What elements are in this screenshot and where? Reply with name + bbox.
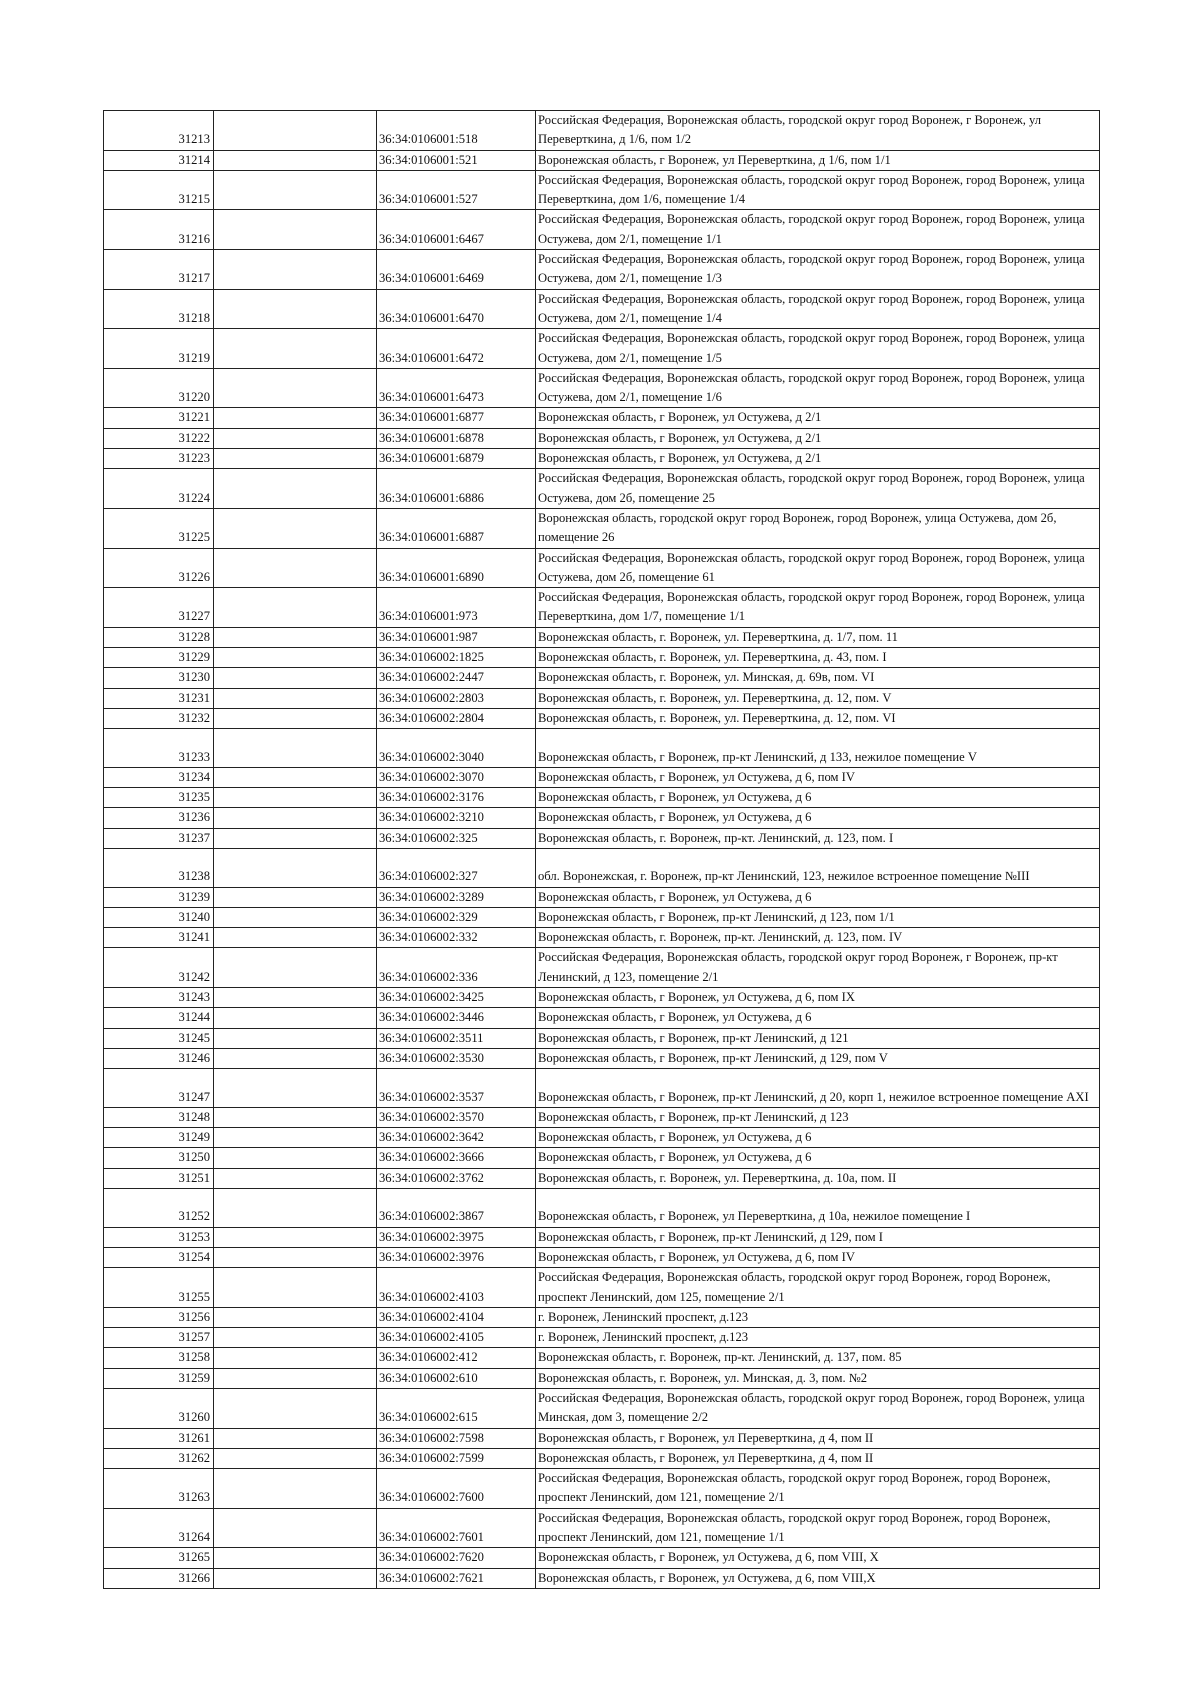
empty-cell [214, 1107, 377, 1127]
row-number-cell: 31229 [104, 648, 214, 668]
empty-cell [214, 1389, 377, 1429]
empty-cell [214, 150, 377, 170]
table-row [104, 848, 1100, 887]
address-cell: Воронежская область, г Воронеж, пр-кт Ленинский, д 123 [536, 1107, 1100, 1127]
table-row [104, 907, 1100, 927]
table-row [104, 449, 1100, 469]
table-row [104, 767, 1100, 787]
empty-cell [214, 170, 377, 210]
empty-cell [214, 988, 377, 1008]
empty-cell [214, 428, 377, 448]
cadastral-number-cell: 36:34:0106002:3976 [377, 1247, 536, 1267]
cadastral-number-cell: 36:34:0106002:4104 [377, 1307, 536, 1327]
table-row [104, 210, 1100, 250]
table-row [104, 1508, 1100, 1548]
table-row [104, 1008, 1100, 1028]
address-cell: Воронежская область, г Воронеж, ул Переверткина, д 1/6, пом 1/1 [536, 150, 1100, 170]
row-number-cell: 31240 [104, 907, 214, 927]
row-number-cell: 31223 [104, 449, 214, 469]
table-row [104, 1247, 1100, 1267]
empty-cell [214, 1268, 377, 1308]
cadastral-number-cell: 36:34:0106002:3210 [377, 808, 536, 828]
table-row [104, 808, 1100, 828]
empty-cell [214, 111, 377, 151]
table-row [104, 1328, 1100, 1348]
address-cell: Российская Федерация, Воронежская область, городской округ город Воронеж, город Воронеж, улица Остужева, дом 2б, помещение 61 [536, 548, 1100, 588]
address-cell: Российская Федерация, Воронежская область, городской округ город Воронеж, город Воронеж, улица Остужева, дом 2/1, помещение 1/5 [536, 329, 1100, 369]
cadastral-number-cell: 36:34:0106002:1825 [377, 648, 536, 668]
table-row [104, 627, 1100, 647]
address-cell: Российская Федерация, Воронежская область, городской округ город Воронеж, город Воронеж, улица Остужева, дом 2/1, помещение 1/1 [536, 210, 1100, 250]
row-number-cell: 31238 [104, 848, 214, 887]
address-cell: Воронежская область, г Воронеж, ул Переверткина, д 10а, нежилое помещение I [536, 1189, 1100, 1228]
row-number-cell: 31218 [104, 289, 214, 329]
row-number-cell: 31247 [104, 1069, 214, 1108]
row-number-cell: 31243 [104, 988, 214, 1008]
address-cell: Воронежская область, г Воронеж, ул Остужева, д 2/1 [536, 428, 1100, 448]
address-cell: Воронежская область, г Воронеж, пр-кт Ленинский, д 123, пом 1/1 [536, 907, 1100, 927]
table-row [104, 1148, 1100, 1168]
registry-table-body [104, 111, 1100, 1589]
address-cell: Российская Федерация, Воронежская область, городской округ город Воронеж, г Воронеж, пр-кт Ленинский, д 123, помещение 2/1 [536, 948, 1100, 988]
address-cell: Воронежская область, г Воронеж, пр-кт Ленинский, д 129, пом V [536, 1048, 1100, 1068]
empty-cell [214, 1128, 377, 1148]
address-cell: Воронежская область, г Воронеж, ул Остужева, д 2/1 [536, 408, 1100, 428]
address-cell: Воронежская область, г. Воронеж, пр-кт. Ленинский, д. 137, пом. 85 [536, 1348, 1100, 1368]
row-number-cell: 31214 [104, 150, 214, 170]
empty-cell [214, 1048, 377, 1068]
cadastral-number-cell: 36:34:0106001:6890 [377, 548, 536, 588]
row-number-cell: 31257 [104, 1328, 214, 1348]
table-row [104, 1128, 1100, 1148]
empty-cell [214, 469, 377, 509]
table-row [104, 1189, 1100, 1228]
row-number-cell: 31265 [104, 1548, 214, 1568]
empty-cell [214, 887, 377, 907]
cadastral-number-cell: 36:34:0106002:3530 [377, 1048, 536, 1068]
row-number-cell: 31220 [104, 368, 214, 408]
table-row [104, 988, 1100, 1008]
address-cell: Воронежская область, г Воронеж, пр-кт Ленинский, д 121 [536, 1028, 1100, 1048]
table-row [104, 948, 1100, 988]
address-cell: Воронежская область, г Воронеж, ул Остужева, д 6 [536, 887, 1100, 907]
table-row [104, 111, 1100, 151]
cadastral-number-cell: 36:34:0106002:3570 [377, 1107, 536, 1127]
cadastral-number-cell: 36:34:0106001:973 [377, 588, 536, 628]
row-number-cell: 31222 [104, 428, 214, 448]
address-cell: Воронежская область, г. Воронеж, ул. Переверткина, д. 12, пом. V [536, 688, 1100, 708]
cadastral-number-cell: 36:34:0106002:332 [377, 928, 536, 948]
empty-cell [214, 907, 377, 927]
empty-cell [214, 368, 377, 408]
address-cell: Воронежская область, г Воронеж, ул Переверткина, д 4, пом II [536, 1448, 1100, 1468]
empty-cell [214, 627, 377, 647]
row-number-cell: 31252 [104, 1189, 214, 1228]
cadastral-number-cell: 36:34:0106001:6467 [377, 210, 536, 250]
table-row [104, 1548, 1100, 1568]
cadastral-number-cell: 36:34:0106001:6887 [377, 508, 536, 548]
empty-cell [214, 210, 377, 250]
empty-cell [214, 708, 377, 728]
address-cell: Российская Федерация, Воронежская область, городской округ город Воронеж, город Воронеж, проспект Ленинский, дом 125, помещение 2/1 [536, 1268, 1100, 1308]
address-cell: Воронежская область, г. Воронеж, ул. Минская, д. 3, пом. №2 [536, 1368, 1100, 1388]
row-number-cell: 31260 [104, 1389, 214, 1429]
address-cell: Российская Федерация, Воронежская область, городской округ город Воронеж, город Воронеж, улица Остужева, дом 2б, помещение 25 [536, 469, 1100, 509]
row-number-cell: 31216 [104, 210, 214, 250]
table-row [104, 548, 1100, 588]
cadastral-number-cell: 36:34:0106002:3975 [377, 1227, 536, 1247]
address-cell: Российская Федерация, Воронежская область, городской округ город Воронеж, город Воронеж, проспект Ленинский, дом 121, помещение 1/1 [536, 1508, 1100, 1548]
address-cell: Российская Федерация, Воронежская область, городской округ город Воронеж, город Воронеж, улица Минская, дом 3, помещение 2/2 [536, 1389, 1100, 1429]
address-cell: Воронежская область, г Воронеж, ул Остужева, д 6 [536, 808, 1100, 828]
table-row [104, 428, 1100, 448]
address-cell: Воронежская область, г. Воронеж, пр-кт. Ленинский, д. 123, пом. I [536, 828, 1100, 848]
table-row [104, 289, 1100, 329]
cadastral-number-cell: 36:34:0106002:2803 [377, 688, 536, 708]
cadastral-number-cell: 36:34:0106002:327 [377, 848, 536, 887]
row-number-cell: 31264 [104, 1508, 214, 1548]
row-number-cell: 31237 [104, 828, 214, 848]
empty-cell [214, 948, 377, 988]
table-row [104, 648, 1100, 668]
cadastral-number-cell: 36:34:0106001:6472 [377, 329, 536, 369]
row-number-cell: 31263 [104, 1469, 214, 1509]
table-row [104, 828, 1100, 848]
empty-cell [214, 1548, 377, 1568]
row-number-cell: 31245 [104, 1028, 214, 1048]
row-number-cell: 31239 [104, 887, 214, 907]
row-number-cell: 31266 [104, 1568, 214, 1588]
address-cell: Воронежская область, г Воронеж, ул Остужева, д 6, пом VIII,X [536, 1568, 1100, 1588]
table-row [104, 368, 1100, 408]
address-cell: Воронежская область, г Воронеж, ул Остужева, д 6, пом IV [536, 767, 1100, 787]
cadastral-number-cell: 36:34:0106002:7598 [377, 1428, 536, 1448]
row-number-cell: 31224 [104, 469, 214, 509]
empty-cell [214, 1189, 377, 1228]
cadastral-number-cell: 36:34:0106002:615 [377, 1389, 536, 1429]
table-row [104, 688, 1100, 708]
table-row [104, 1048, 1100, 1068]
cadastral-number-cell: 36:34:0106002:7600 [377, 1469, 536, 1509]
row-number-cell: 31251 [104, 1168, 214, 1188]
address-cell: Российская Федерация, Воронежская область, городской округ город Воронеж, город Воронеж, улица Остужева, дом 2/1, помещение 1/3 [536, 250, 1100, 290]
empty-cell [214, 648, 377, 668]
cadastral-number-cell: 36:34:0106002:7599 [377, 1448, 536, 1468]
address-cell: Воронежская область, г Воронеж, ул Остужева, д 6, пом VIII, X [536, 1548, 1100, 1568]
table-row [104, 408, 1100, 428]
table-row [104, 329, 1100, 369]
table-row [104, 170, 1100, 210]
empty-cell [214, 1428, 377, 1448]
address-cell: Российская Федерация, Воронежская область, городской округ город Воронеж, город Воронеж, улица Переверткина, дом 1/7, помещение 1/1 [536, 588, 1100, 628]
table-row [104, 1028, 1100, 1048]
table-row [104, 887, 1100, 907]
table-row [104, 708, 1100, 728]
row-number-cell: 31253 [104, 1227, 214, 1247]
address-cell: Российская Федерация, Воронежская область, городской округ город Воронеж, город Воронеж, улица Переверткина, дом 1/6, помещение 1/4 [536, 170, 1100, 210]
row-number-cell: 31215 [104, 170, 214, 210]
cadastral-number-cell: 36:34:0106002:3537 [377, 1069, 536, 1108]
row-number-cell: 31249 [104, 1128, 214, 1148]
empty-cell [214, 1028, 377, 1048]
table-row [104, 788, 1100, 808]
address-cell: Российская Федерация, Воронежская область, городской округ город Воронеж, город Воронеж, улица Остужева, дом 2/1, помещение 1/6 [536, 368, 1100, 408]
address-cell: обл. Воронежская, г. Воронеж, пр-кт Ленинский, 123, нежилое встроенное помещение №III [536, 848, 1100, 887]
table-row [104, 1568, 1100, 1588]
row-number-cell: 31258 [104, 1348, 214, 1368]
table-row [104, 928, 1100, 948]
cadastral-number-cell: 36:34:0106002:329 [377, 907, 536, 927]
cadastral-number-cell: 36:34:0106002:3425 [377, 988, 536, 1008]
empty-cell [214, 1069, 377, 1108]
address-cell: Воронежская область, г. Воронеж, ул. Минская, д. 69в, пом. VI [536, 668, 1100, 688]
table-row [104, 1307, 1100, 1327]
cadastral-number-cell: 36:34:0106001:527 [377, 170, 536, 210]
empty-cell [214, 250, 377, 290]
address-cell: г. Воронеж, Ленинский проспект, д.123 [536, 1307, 1100, 1327]
empty-cell [214, 1448, 377, 1468]
cadastral-number-cell: 36:34:0106001:6886 [377, 469, 536, 509]
empty-cell [214, 848, 377, 887]
row-number-cell: 31227 [104, 588, 214, 628]
empty-cell [214, 329, 377, 369]
registry-table [103, 110, 1100, 1589]
row-number-cell: 31236 [104, 808, 214, 828]
table-row [104, 1107, 1100, 1127]
cadastral-number-cell: 36:34:0106002:3176 [377, 788, 536, 808]
row-number-cell: 31231 [104, 688, 214, 708]
table-row [104, 1227, 1100, 1247]
table-row [104, 588, 1100, 628]
cadastral-number-cell: 36:34:0106002:4103 [377, 1268, 536, 1308]
address-cell: Воронежская область, г Воронеж, ул Остужева, д 6 [536, 1148, 1100, 1168]
row-number-cell: 31226 [104, 548, 214, 588]
cadastral-number-cell: 36:34:0106001:6470 [377, 289, 536, 329]
address-cell: г. Воронеж, Ленинский проспект, д.123 [536, 1328, 1100, 1348]
cadastral-number-cell: 36:34:0106002:3642 [377, 1128, 536, 1148]
empty-cell [214, 808, 377, 828]
row-number-cell: 31241 [104, 928, 214, 948]
table-row [104, 729, 1100, 768]
table-row [104, 1069, 1100, 1108]
cadastral-number-cell: 36:34:0106001:987 [377, 627, 536, 647]
address-cell: Воронежская область, г. Воронеж, ул. Переверткина, д. 43, пом. I [536, 648, 1100, 668]
address-cell: Воронежская область, г Воронеж, ул Остужева, д 6, пом IX [536, 988, 1100, 1008]
empty-cell [214, 828, 377, 848]
cadastral-number-cell: 36:34:0106001:6473 [377, 368, 536, 408]
cadastral-number-cell: 36:34:0106002:3070 [377, 767, 536, 787]
cadastral-number-cell: 36:34:0106001:6877 [377, 408, 536, 428]
table-row [104, 1389, 1100, 1429]
row-number-cell: 31250 [104, 1148, 214, 1168]
empty-cell [214, 767, 377, 787]
row-number-cell: 31248 [104, 1107, 214, 1127]
cadastral-number-cell: 36:34:0106002:4105 [377, 1328, 536, 1348]
empty-cell [214, 1328, 377, 1348]
table-row [104, 1348, 1100, 1368]
empty-cell [214, 788, 377, 808]
table-row [104, 1368, 1100, 1388]
empty-cell [214, 729, 377, 768]
address-cell: Воронежская область, г Воронеж, ул Остужева, д 6 [536, 1128, 1100, 1148]
address-cell: Воронежская область, городской округ город Воронеж, город Воронеж, улица Остужева, дом 2б, помещение 26 [536, 508, 1100, 548]
empty-cell [214, 928, 377, 948]
cadastral-number-cell: 36:34:0106002:7601 [377, 1508, 536, 1548]
address-cell: Российская Федерация, Воронежская область, городской округ город Воронеж, город Воронеж, улица Остужева, дом 2/1, помещение 1/4 [536, 289, 1100, 329]
cadastral-number-cell: 36:34:0106001:6879 [377, 449, 536, 469]
cadastral-number-cell: 36:34:0106002:3289 [377, 887, 536, 907]
row-number-cell: 31232 [104, 708, 214, 728]
empty-cell [214, 1008, 377, 1028]
address-cell: Воронежская область, г Воронеж, пр-кт Ленинский, д 133, нежилое помещение V [536, 729, 1100, 768]
table-row [104, 1168, 1100, 1188]
row-number-cell: 31261 [104, 1428, 214, 1448]
table-row [104, 1469, 1100, 1509]
row-number-cell: 31228 [104, 627, 214, 647]
cadastral-number-cell: 36:34:0106002:7621 [377, 1568, 536, 1588]
empty-cell [214, 548, 377, 588]
empty-cell [214, 1227, 377, 1247]
row-number-cell: 31221 [104, 408, 214, 428]
empty-cell [214, 1508, 377, 1548]
table-row [104, 1428, 1100, 1448]
address-cell: Воронежская область, г Воронеж, пр-кт Ленинский, д 129, пом I [536, 1227, 1100, 1247]
empty-cell [214, 508, 377, 548]
table-row [104, 1268, 1100, 1308]
row-number-cell: 31256 [104, 1307, 214, 1327]
address-cell: Российская Федерация, Воронежская область, городской округ город Воронеж, г Воронеж, ул Переверткина, д 1/6, пом 1/2 [536, 111, 1100, 151]
row-number-cell: 31213 [104, 111, 214, 151]
address-cell: Воронежская область, г Воронеж, ул Переверткина, д 4, пом II [536, 1428, 1100, 1448]
row-number-cell: 31233 [104, 729, 214, 768]
cadastral-number-cell: 36:34:0106002:7620 [377, 1548, 536, 1568]
row-number-cell: 31246 [104, 1048, 214, 1068]
table-row [104, 1448, 1100, 1468]
address-cell: Воронежская область, г Воронеж, ул Остужева, д 6, пом IV [536, 1247, 1100, 1267]
address-cell: Воронежская область, г. Воронеж, ул. Переверткина, д. 1/7, пом. 11 [536, 627, 1100, 647]
empty-cell [214, 1368, 377, 1388]
row-number-cell: 31244 [104, 1008, 214, 1028]
row-number-cell: 31259 [104, 1368, 214, 1388]
cadastral-number-cell: 36:34:0106001:521 [377, 150, 536, 170]
table-row [104, 508, 1100, 548]
empty-cell [214, 588, 377, 628]
row-number-cell: 31262 [104, 1448, 214, 1468]
address-cell: Воронежская область, г Воронеж, ул Остужева, д 2/1 [536, 449, 1100, 469]
cadastral-number-cell: 36:34:0106002:2447 [377, 668, 536, 688]
cadastral-number-cell: 36:34:0106002:3867 [377, 1189, 536, 1228]
row-number-cell: 31255 [104, 1268, 214, 1308]
table-row [104, 469, 1100, 509]
empty-cell [214, 449, 377, 469]
empty-cell [214, 1148, 377, 1168]
address-cell: Воронежская область, г Воронеж, ул Остужева, д 6 [536, 788, 1100, 808]
empty-cell [214, 1348, 377, 1368]
table-row [104, 250, 1100, 290]
empty-cell [214, 289, 377, 329]
empty-cell [214, 408, 377, 428]
row-number-cell: 31217 [104, 250, 214, 290]
cadastral-number-cell: 36:34:0106001:518 [377, 111, 536, 151]
row-number-cell: 31242 [104, 948, 214, 988]
address-cell: Воронежская область, г. Воронеж, пр-кт. Ленинский, д. 123, пом. IV [536, 928, 1100, 948]
empty-cell [214, 1168, 377, 1188]
empty-cell [214, 1469, 377, 1509]
cadastral-number-cell: 36:34:0106002:2804 [377, 708, 536, 728]
row-number-cell: 31225 [104, 508, 214, 548]
row-number-cell: 31235 [104, 788, 214, 808]
cadastral-number-cell: 36:34:0106002:325 [377, 828, 536, 848]
empty-cell [214, 1568, 377, 1588]
row-number-cell: 31234 [104, 767, 214, 787]
address-cell: Воронежская область, г. Воронеж, ул. Переверткина, д. 12, пом. VI [536, 708, 1100, 728]
cadastral-number-cell: 36:34:0106002:336 [377, 948, 536, 988]
row-number-cell: 31219 [104, 329, 214, 369]
table-row [104, 150, 1100, 170]
address-cell: Российская Федерация, Воронежская область, городской округ город Воронеж, город Воронеж, проспект Ленинский, дом 121, помещение 2/1 [536, 1469, 1100, 1509]
cadastral-number-cell: 36:34:0106002:3762 [377, 1168, 536, 1188]
empty-cell [214, 1307, 377, 1327]
address-cell: Воронежская область, г Воронеж, пр-кт Ленинский, д 20, корп 1, нежилое встроенное помещение AXI [536, 1069, 1100, 1108]
cadastral-number-cell: 36:34:0106002:412 [377, 1348, 536, 1368]
empty-cell [214, 688, 377, 708]
row-number-cell: 31230 [104, 668, 214, 688]
cadastral-number-cell: 36:34:0106002:3511 [377, 1028, 536, 1048]
cadastral-number-cell: 36:34:0106001:6469 [377, 250, 536, 290]
cadastral-number-cell: 36:34:0106001:6878 [377, 428, 536, 448]
cadastral-number-cell: 36:34:0106002:3666 [377, 1148, 536, 1168]
empty-cell [214, 1247, 377, 1267]
cadastral-number-cell: 36:34:0106002:3446 [377, 1008, 536, 1028]
empty-cell [214, 668, 377, 688]
address-cell: Воронежская область, г. Воронеж, ул. Переверткина, д. 10а, пом. II [536, 1168, 1100, 1188]
cadastral-number-cell: 36:34:0106002:3040 [377, 729, 536, 768]
cadastral-number-cell: 36:34:0106002:610 [377, 1368, 536, 1388]
address-cell: Воронежская область, г Воронеж, ул Остужева, д 6 [536, 1008, 1100, 1028]
table-row [104, 668, 1100, 688]
row-number-cell: 31254 [104, 1247, 214, 1267]
